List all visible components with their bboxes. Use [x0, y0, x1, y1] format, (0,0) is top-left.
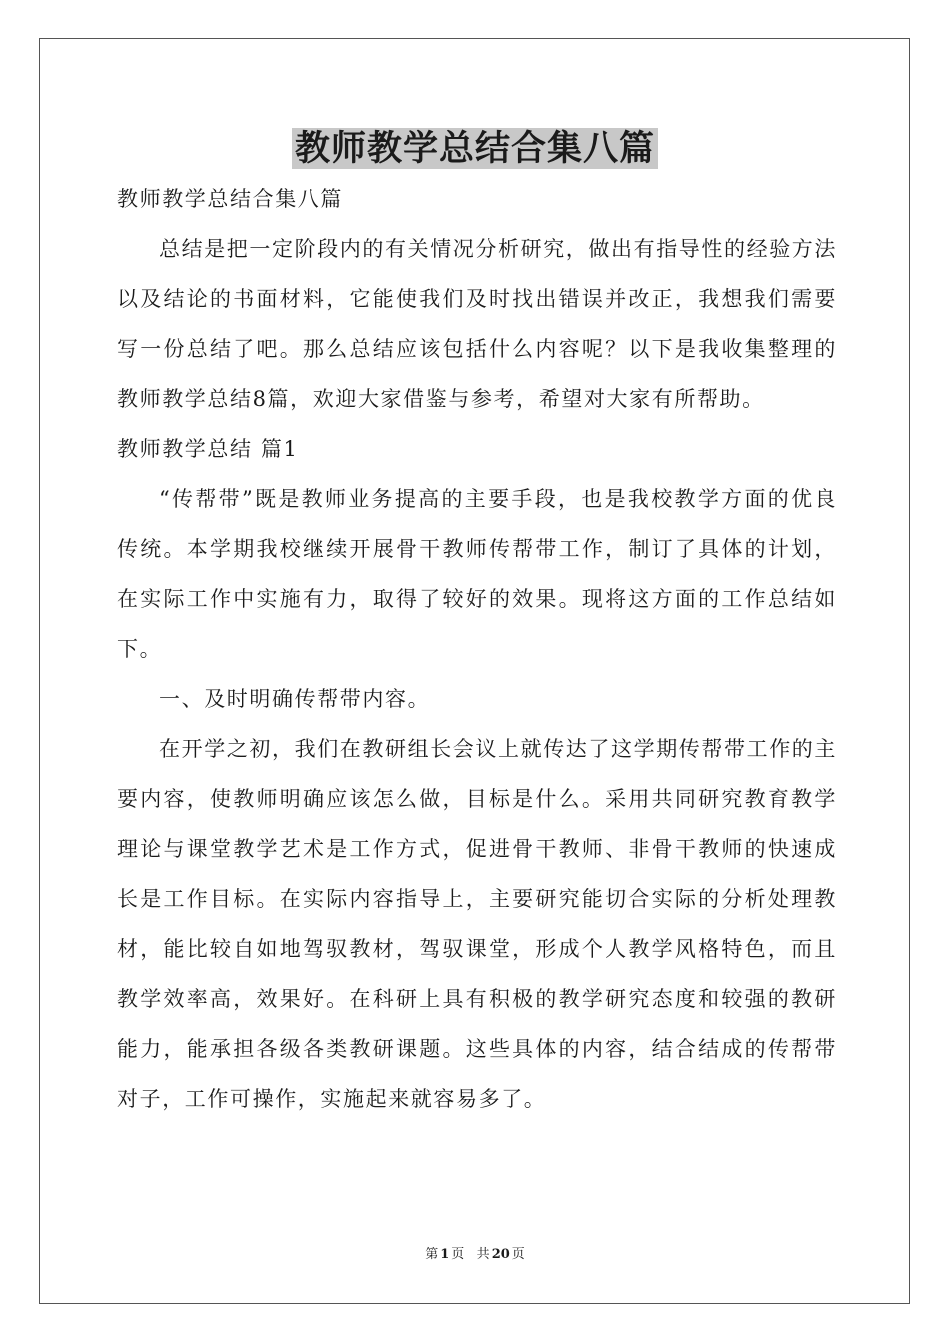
section-heading: 教师教学总结 篇1 — [117, 437, 299, 461]
subtitle-line: 教师教学总结合集八篇 — [117, 187, 343, 211]
document-body — [117, 174, 837, 1124]
page-footer — [0, 1246, 950, 1264]
body-paragraph: 在开学之初，我们在教研组长会议上就传达了这学期传帮带工作的主要内容，使教师明确应该怎么做，目标是什么。采用共同研究教育教学理论与课堂教学艺术是工作方式，促进骨干教师、非骨干教师的快速成长是工作目标。在实际内容指导上，主要研究能切合实际的分析处理教材，能比较自如地驾驭教材，驾驭课堂，形成个人教学风格特色，而且教学效率高，效果好。在科研上具有积极的教学研究态度和较强的教研能力，能承担各级各类教研课题。这些具体的内容，结合结成的传帮带对子，工作可操作，实施起来就容易多了。 — [117, 737, 837, 1111]
document-title — [0, 126, 950, 172]
document-title-text: 教师教学总结合集八篇 — [292, 128, 658, 169]
total-pages: 20 — [491, 1247, 510, 1262]
page-prefix: 第 — [425, 1247, 439, 1262]
page-suffix: 页 — [451, 1247, 465, 1262]
intro-paragraph: 总结是把一定阶段内的有关情况分析研究，做出有指导性的经验方法以及结论的书面材料，它能使我们及时找出错误并改正，我想我们需要写一份总结了吧。那么总结应该包括什么内容呢？以下是我收集整理的教师教学总结8篇，欢迎大家借鉴与参考，希望对大家有所帮助。 — [117, 237, 837, 411]
total-prefix: 共 — [476, 1247, 490, 1262]
subsection-heading: 一、及时明确传帮带内容。 — [159, 687, 431, 711]
page-number: 1 — [440, 1247, 450, 1262]
total-suffix: 页 — [511, 1247, 525, 1262]
body-paragraph: “传帮带”既是教师业务提高的主要手段，也是我校教学方面的优良传统。本学期我校继续开展骨干教师传帮带工作，制订了具体的计划，在实际工作中实施有力，取得了较好的效果。现将这方面的工作总结如下。 — [117, 487, 837, 661]
